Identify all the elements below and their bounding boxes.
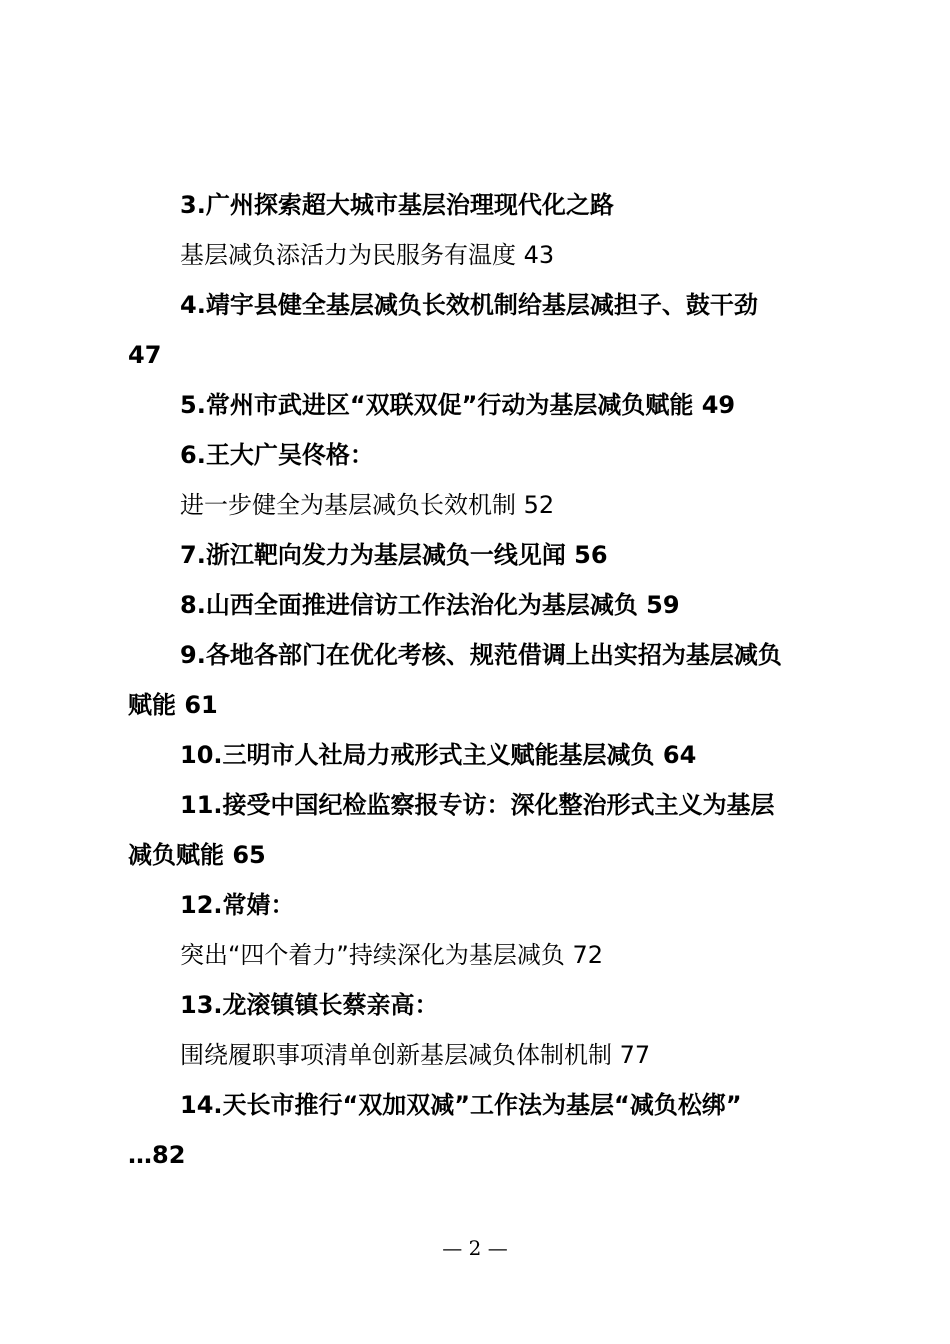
toc-line[interactable]: 11.接受中国纪检监察报专访：深化整治形式主义为基层 [180,791,775,819]
toc-line[interactable]: 5.常州市武进区“双联双促”行动为基层减负赋能 49 [180,391,736,419]
toc-line[interactable]: …82 [128,1141,186,1169]
toc-line[interactable]: 13.龙滚镇镇长蔡亲高： [180,991,439,1019]
toc-line[interactable]: 14.天长市推行“双加双减”工作法为基层“减负松绑” [180,1091,742,1119]
toc-line[interactable]: 基层减负添活力为民服务有温度 43 [180,241,555,269]
toc-line[interactable]: 3.广州探索超大城市基层治理现代化之路 [180,191,614,219]
toc-line[interactable]: 赋能 61 [128,691,218,719]
toc-line[interactable]: 4.靖宇县健全基层减负长效机制给基层减担子、鼓干劲 [180,291,758,319]
toc-line[interactable]: 9.各地各部门在优化考核、规范借调上出实招为基层减负 [180,641,782,669]
toc-line[interactable]: 7.浙江靶向发力为基层减负一线见闻 56 [180,541,608,569]
toc-line[interactable]: 突出“四个着力”持续深化为基层减负 72 [180,941,604,969]
page-number: — 2 — [442,1236,508,1260]
toc-line[interactable]: 12.常婧： [180,891,295,919]
toc-line[interactable]: 10.三明市人社局力戒形式主义赋能基层减负 64 [180,741,697,769]
toc-line[interactable]: 围绕履职事项清单创新基层减负体制机制 77 [180,1041,651,1069]
toc-line[interactable]: 47 [128,341,162,369]
toc-line[interactable]: 8.山西全面推进信访工作法治化为基层减负 59 [180,591,680,619]
toc-line[interactable]: 进一步健全为基层减负长效机制 52 [180,491,555,519]
toc-line[interactable]: 6.王大广吴佟格： [180,441,374,469]
toc-line[interactable]: 减负赋能 65 [128,841,266,869]
